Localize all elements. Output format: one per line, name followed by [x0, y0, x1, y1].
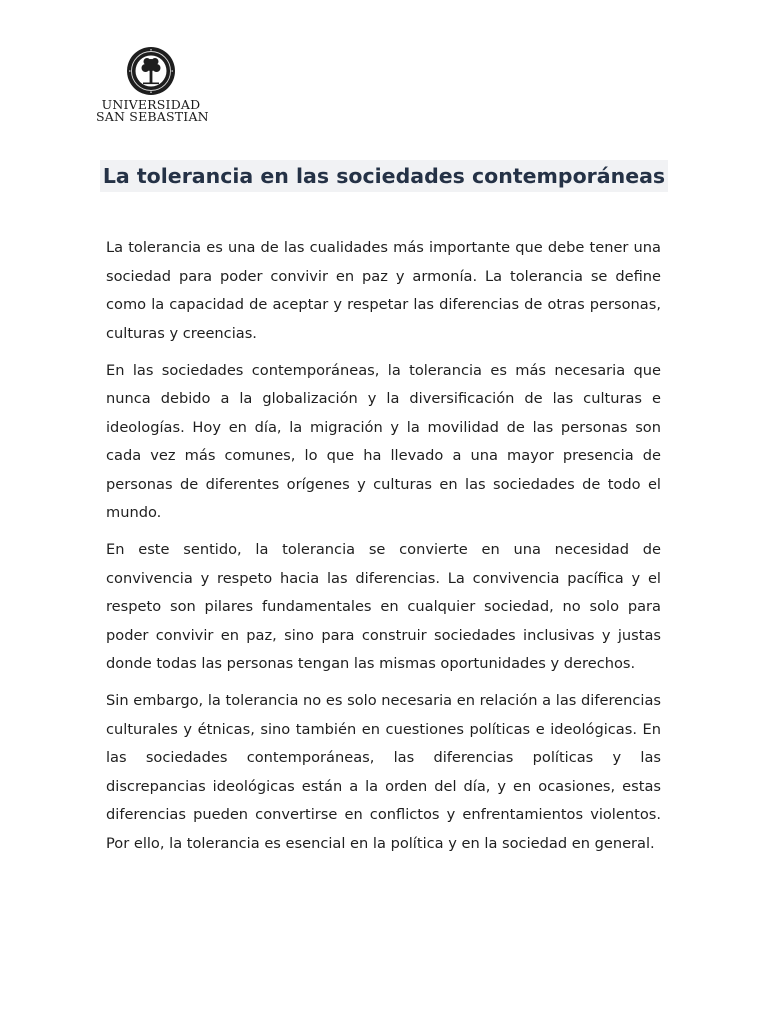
logo-text-line2: SAN SEBASTIAN [96, 109, 209, 124]
paragraph: Sin embargo, la tolerancia no es solo necesaria en relación a las diferencias culturales y étnicas, sino también en cuestiones políticas e ideológicas. En las sociedades contemporáneas, las diferencias políticas y las discrepancias ideológicas están a la orden del día, y en ocasiones, estas diferencias pueden convertirse en conflictos y enfrentamientos violentos. Por ello, la tolerancia es esencial en la política y en la sociedad en general. [106, 692, 661, 852]
logo-text-line1: UNIVERSIDAD [101, 97, 201, 112]
document-body [106, 234, 661, 867]
paragraph: En este sentido, la tolerancia se convierte en una necesidad de convivencia y respeto hacia las diferencias. La convivencia pacífica y el respeto son pilares fundamentales en cualquier sociedad, no solo para poder convivir en paz, sino para construir sociedades inclusivas y justas donde todas las personas tengan las mismas oportunidades y derechos. [106, 541, 661, 672]
document-title: La tolerancia en las sociedades contemporáneas [100, 160, 668, 192]
title-container [0, 160, 768, 192]
paragraph: En las sociedades contemporáneas, la tolerancia es más necesaria que nunca debido a la globalización y la diversificación de las culturas e ideologías. Hoy en día, la migración y la movilidad de las personas son cada vez más comunes, lo que ha llevado a una mayor presencia de personas de diferentes orígenes y culturas en las sociedades de todo el mundo. [106, 361, 661, 521]
university-crest-tree-icon [126, 46, 176, 96]
paragraph: La tolerancia es una de las cualidades más importante que debe tener una sociedad para poder convivir en paz y armonía. La tolerancia se define como la capacidad de aceptar y respetar las diferencias de otras personas, culturas y creencias. [106, 239, 661, 342]
university-logo [96, 46, 209, 124]
